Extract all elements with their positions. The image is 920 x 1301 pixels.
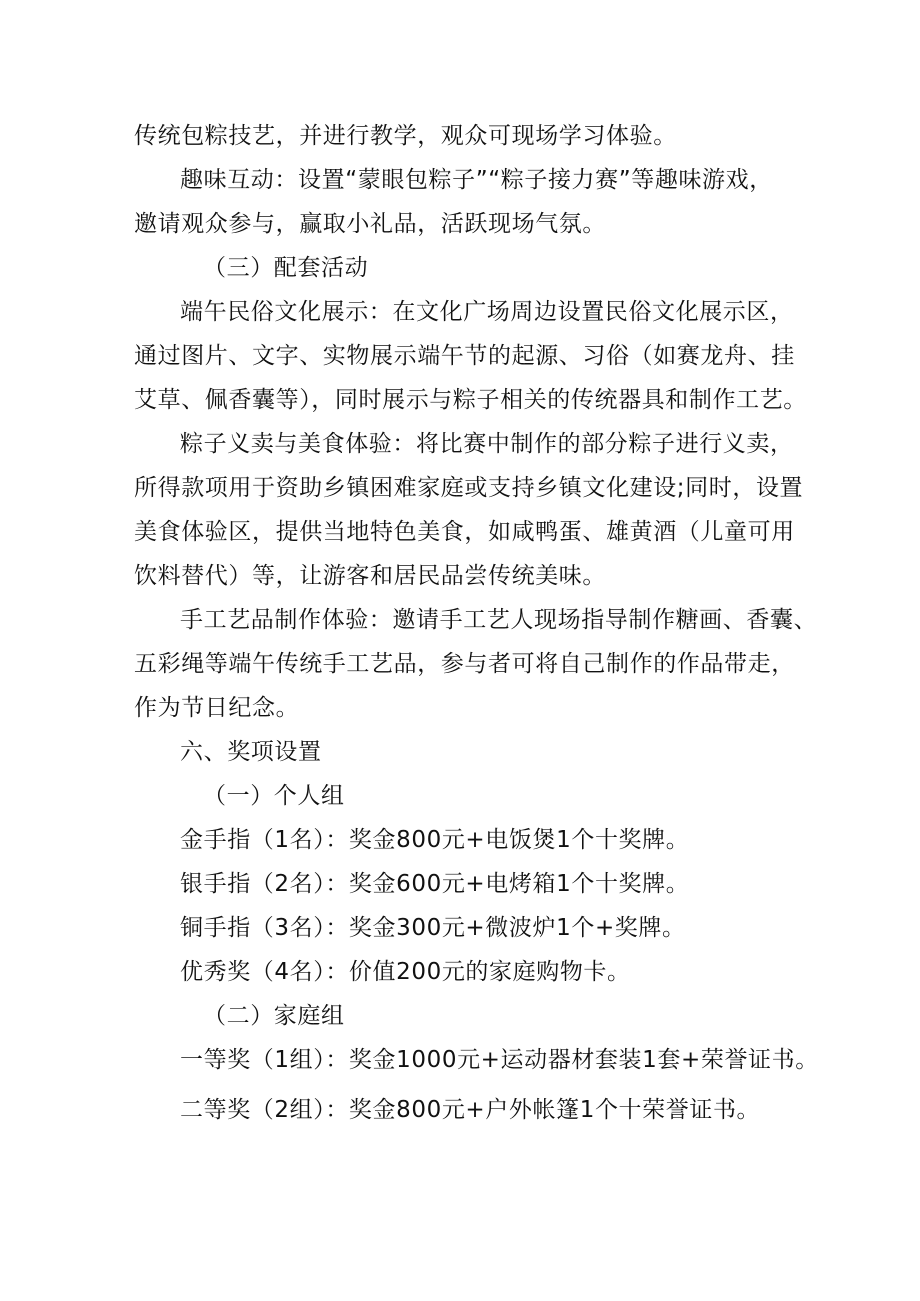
award-line: 二等奖（2组）：奖金800元+户外帐篷1个十荣誉证书。 [180, 1097, 761, 1123]
section-heading: 六、奖项设置 [180, 739, 322, 765]
award-line: 金手指（1名）：奖金800元+电饭煲1个十奖牌。 [180, 827, 690, 853]
award-line: 一等奖（1组）：奖金1000元+运动器材套装1套+荣誉证书。 [180, 1047, 819, 1073]
text-line: 趣味互动：设置“蒙眼包粽子”“粽子接力赛”等趣味游戏， [180, 167, 773, 193]
text-line: 粽子义卖与美食体验：将比赛中制作的部分粽子进行义卖， [180, 431, 794, 457]
subsection-heading: （一）个人组 [203, 783, 345, 809]
text-line: 作为节日纪念。 [134, 695, 300, 721]
text-line: 邀请观众参与，赢取小礼品，活跃现场气氛。 [134, 211, 606, 237]
award-line: 银手指（2名）：奖金600元+电烤箱1个十奖牌。 [180, 871, 690, 897]
award-line: 优秀奖（4名）：价值200元的家庭购物卡。 [180, 959, 631, 985]
section-heading: （三）配套活动 [203, 255, 369, 281]
text-line: 艾草、佩香囊等），同时展示与粽子相关的传统器具和制作工艺。 [134, 387, 807, 413]
text-line: 传统包粽技艺，并进行教学，观众可现场学习体验。 [134, 123, 677, 149]
text-line: 美食体验区，提供当地特色美食，如咸鸭蛋、雄黄酒（儿童可用 [134, 519, 795, 545]
text-line: 手工艺品制作体验：邀请手工艺人现场指导制作糖画、香囊、 [180, 607, 818, 633]
text-line: 端午民俗文化展示：在文化广场周边设置民俗文化展示区， [180, 299, 794, 325]
text-line: 五彩绳等端午传统手工艺品，参与者可将自己制作的作品带走， [134, 651, 795, 677]
subsection-heading: （二）家庭组 [203, 1003, 345, 1029]
text-line: 通过图片、文字、实物展示端午节的起源、习俗（如赛龙舟、挂 [134, 343, 795, 369]
text-line: 所得款项用于资助乡镇困难家庭或支持乡镇文化建设;同时，设置 [134, 475, 804, 501]
text-line: 饮料替代）等，让游客和居民品尝传统美味。 [134, 563, 606, 589]
award-line: 铜手指（3名）：奖金300元+微波炉1个+奖牌。 [180, 915, 686, 941]
